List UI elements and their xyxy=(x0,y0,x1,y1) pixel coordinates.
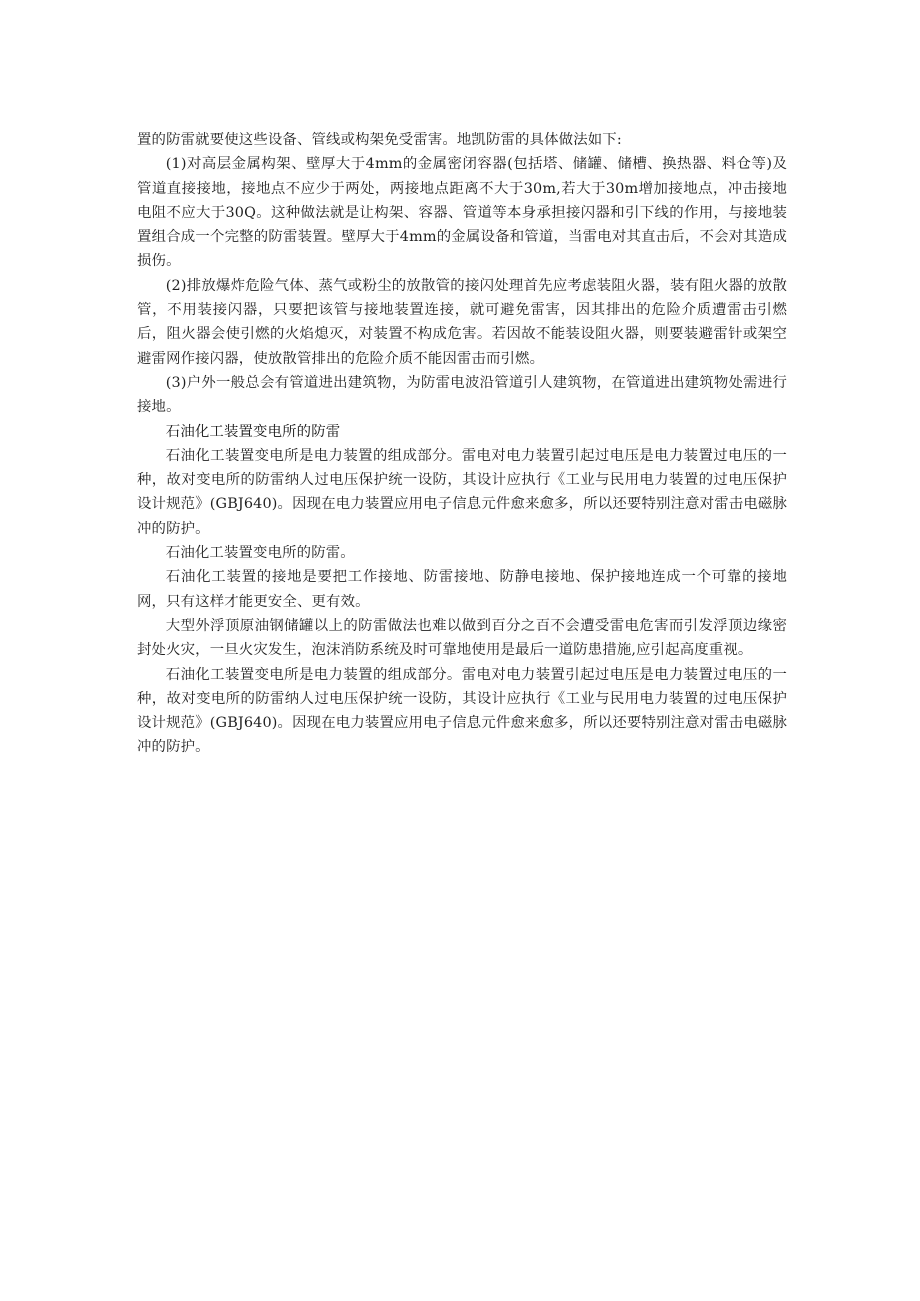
paragraph-substation-short: 石油化工装置变电所的防雷。 xyxy=(165,545,355,562)
document-body xyxy=(137,128,787,760)
paragraph-floating-roof-tank: 大型外浮顶原油钢储罐以上的防雷做法也难以做到百分之百不会遭受雷电危害而引发浮顶边缘密封处火灾，一旦火灾发生，泡沫消防系统及时可靠地使用是最后一道防患措施,应引起高度重视。 xyxy=(137,617,787,659)
section-heading: 石油化工装置变电所的防雷 xyxy=(165,423,341,440)
paragraph-substation-intro: 石油化工装置变电所是电力装置的组成部分。雷电对电力装置引起过电压是电力装置过电压的一种，故对变电所的防雷纳人过电压保护统一设防，其设计应执行《工业与民用电力装置的过电压保护设计规范》(GBJ640)。因现在电力装置应用电子信息元件愈来愈多，所以还要特别注意对雷击电磁脉冲的防护。 xyxy=(137,447,787,537)
paragraph-item-2: (2)排放爆炸危险气体、蒸气或粉尘的放散管的接闪处理首先应考虑装阻火器，装有阻火器的放散管，不用装接闪器，只要把该管与接地装置连接，就可避免雷害，因其排出的危险介质遭雷击引燃后，阻火器会使引燃的火焰熄灭，对装置不构成危害。若因故不能装设阻火器，则要装避雷针或架空避雷网作接闪器，使放散管排出的危险介质不能因雷击而引燃。 xyxy=(137,277,787,367)
paragraph-grounding: 石油化工装置的接地是要把工作接地、防雷接地、防静电接地、保护接地连成一个可靠的接地网，只有这样才能更安全、更有效。 xyxy=(137,569,787,610)
paragraph-item-3: (3)户外一般总会有管道进出建筑物，为防雷电波沿管道引人建筑物，在管道进出建筑物处需进行接地。 xyxy=(137,374,787,416)
paragraph-substation-repeat: 石油化工装置变电所是电力装置的组成部分。雷电对电力装置引起过电压是电力装置过电压的一种，故对变电所的防雷纳人过电压保护统一设防，其设计应执行《工业与民用电力装置的过电压保护设计规范》(GBJ640)。因现在电力装置应用电子信息元件愈来愈多，所以还要特别注意对雷击电磁脉冲的防护。 xyxy=(137,666,787,756)
paragraph-continuation: 置的防雷就要使这些设备、管线或构架免受雷害。地凯防雷的具体做法如下: xyxy=(137,132,622,148)
paragraph-item-1: (1)对高层金属构架、壁厚大于4mm的金属密闭容器(包括塔、储罐、储槽、换热器、料仓等)及管道直接接地，接地点不应少于两处，两接地点距离不大于30m,若大于30m增加接地点，冲击接地电阻不应大于30Q。这种做法就是让构架、容器、管道等本身承担接闪器和引下线的作用，与接地装置组合成一个完整的防雷装置。壁厚大于4mm的金属设备和管道，当雷电对其直击后，不会对其造成损伤。 xyxy=(137,156,787,270)
